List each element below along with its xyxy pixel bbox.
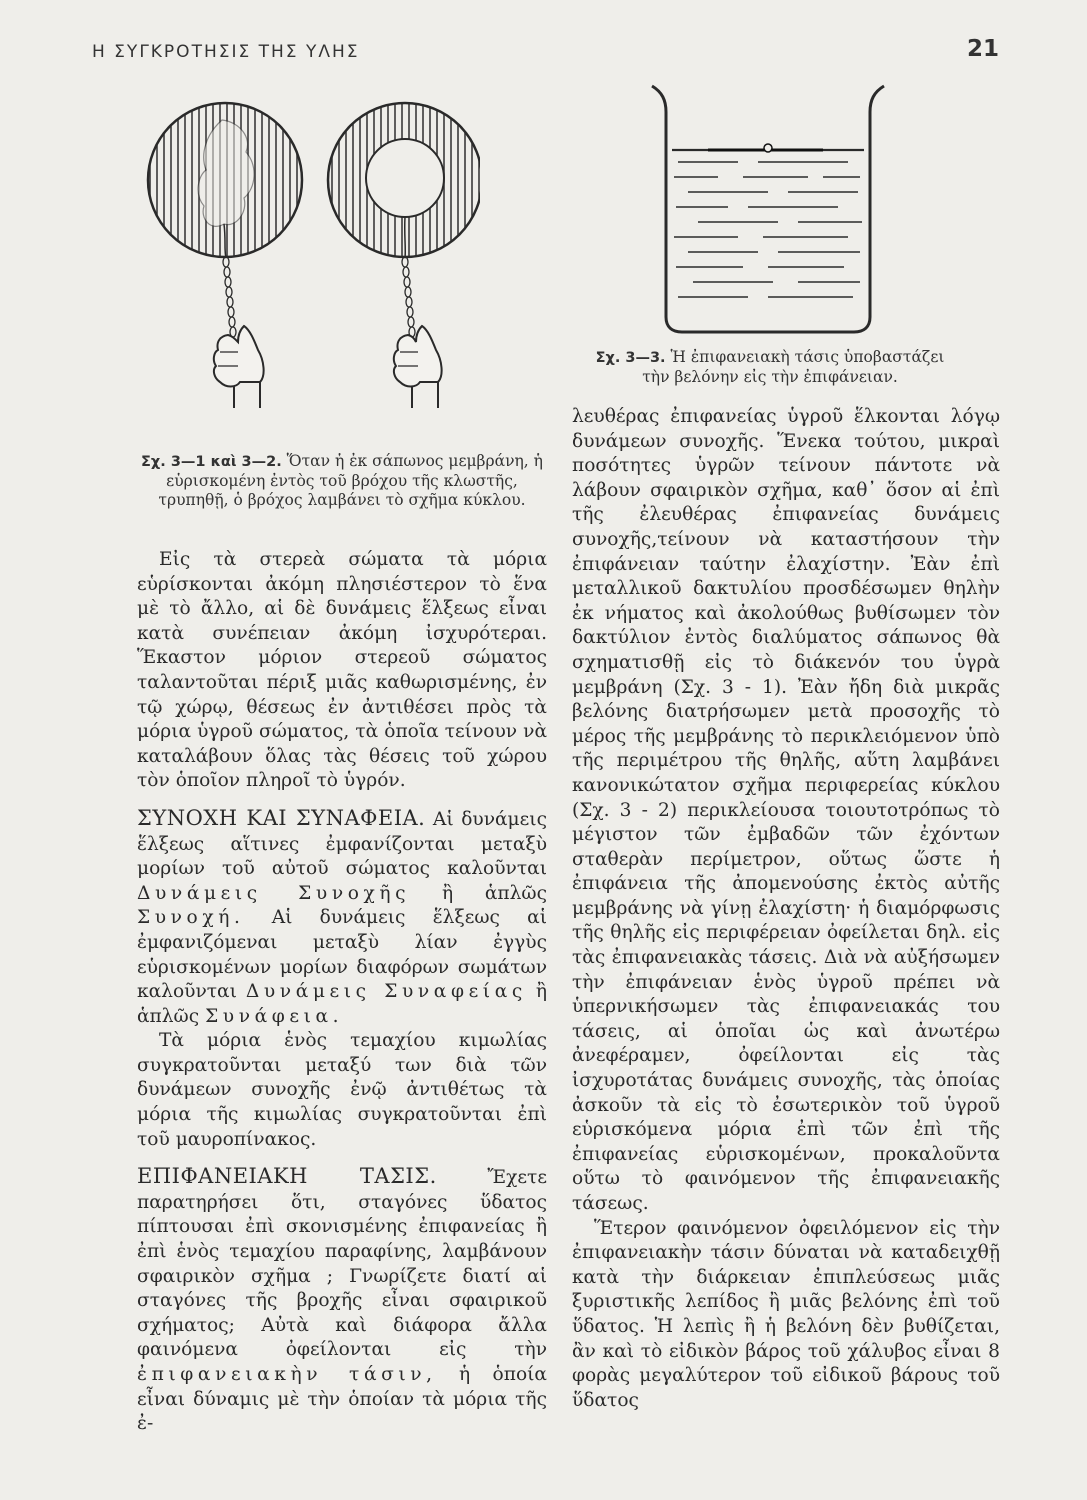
running-title: Η ΣΥΓΚΡΟΤΗΣΙΣ ΤΗΣ ΥΛΗΣ [92,42,360,62]
hand-right-icon [394,326,442,408]
term: Δυνάμεις Συνοχῆς [137,882,411,904]
paragraph-solids: Εἰς τὰ στερεὰ σώματα τὰ μόρια εὑρίσκονται ἀκόμη πλησιέστερον τὸ ἕνα μὲ τὸ ἄλλο, αἱ δὲ δυνάμεις ἕλξεως εἶναι κατὰ συνέπειαν ἀκόμη ἰσχυρότεραι. Ἕκαστον μόριον στερεοῦ σώματος ταλαντοῦται πέριξ μιᾶς καθωρισμένης, ἐν τῷ χώρῳ, θέσεως ἐν ἀντιθέσει πρὸς τὰ μόρια ὑγροῦ σώματος, τὰ ὁποῖα τείνουν νὰ καταλάβουν ὅλας τὰς θέσεις τοῦ χώρου τὸν ὁποῖον πληροῖ τὸ ὑγρόν. [137,549,547,792]
paragraph-surface-tension: ΕΠΙΦΑΝΕΙΑΚΗ ΤΑΣΙΣ. Ἔχετε παρατηρήσει ὅτι, σταγόνες ὕδατος πίπτουσαι ἐπὶ σκονισμένης ἐπιφανείας ἢ ἐπὶ ἑνὸς τεμαχίου παραφίνης, λαμβάνουν σφαιρικὸν σχῆμα ; Γνωρίζετε διατί αἱ σταγόνες τῆς βροχῆς εἶναι σφαιρικοῦ σχήματος; Αὐτὰ καὶ διάφορα ἄλλα φαινόμενα ὀφείλονται εἰς τὴν ἐπιφανειακὴν τάσιν, ἡ ὁποία εἶναι δύναμις μὲ τὴν ὁποίαν τὰ μόρια τῆς ἐ- [137,1164,547,1435]
caption-label: Σχ. 3—1 καὶ 3—2. [141,454,282,470]
term: Δυνάμεις Συναφείας [245,981,527,1003]
beaker [652,86,884,332]
caption-text: Ὅταν ἡ ἐκ σάπωνος μεμβράνη, ἡ εὑρισκομένη ἐντὸς τοῦ βρόχου τῆς κλωστῆς, τρυπηθῇ, ὁ βρόχος λαμβάνει τὸ σχῆμα κύκλου. [158,452,543,509]
right-column [572,405,1000,1413]
beaker-needle-figure [648,82,888,347]
caption-text: Ἡ ἐπιφανειακὴ τάσις ὑποβαστάζει τὴν βελόνην εἰς τὴν ἐπιφάνειαν. [642,348,945,386]
page-number: 21 [966,36,999,62]
ring-intact-film [148,103,302,258]
term: Συνάφεια. [205,1005,344,1027]
soap-film-rings-figure [140,90,480,420]
paragraph-cohesion: ΣΥΝΟΧΗ ΚΑΙ ΣΥΝΑΦΕΙΑ. Αἱ δυνάμεις ἕλξεως αἵτινες ἐμφανίζονται μεταξὺ μορίων τοῦ αὐτοῦ σώματος καλοῦνται Δυνάμεις Συνοχῆς ἢ ἁπλῶς Συνοχή. Αἱ δυνάμεις ἕλξεως αἱ ἐμφανιζόμεναι μεταξὺ λίαν ἐγγὺς εὑρισκομένων μορίων διαφόρων σωμάτων καλοῦνται Δυνάμεις Συναφείας ἢ ἁπλῶς Συνάφεια. [137,805,547,1027]
figure-3-1-2-caption [137,452,547,510]
section-heading-cohesion: ΣΥΝΟΧΗ ΚΑΙ ΣΥΝΑΦΕΙΑ. [137,805,426,830]
left-column [137,548,547,1437]
term: Συνοχή. [137,907,245,929]
needle-icon [708,144,823,152]
caption-label: Σχ. 3—3. [595,350,666,366]
ring-pierced-film [328,103,480,258]
paragraph-chalk: Τὰ μόρια ἑνὸς τεμαχίου κιμωλίας συγκρατοῦνται μεταξύ των διὰ τῶν δυνάμεων συνοχῆς ἐνῷ ἀντιθέτως τὰ μόρια τῆς κιμωλίας συγκρατοῦνται ἐπὶ τοῦ μαυροπίνακος. [137,1030,547,1150]
hand-left-icon [214,326,264,408]
water-lines [672,150,864,297]
figure-3-3-caption [580,348,960,387]
section-heading-surface-tension: ΕΠΙΦΑΝΕΙΑΚΗ ΤΑΣΙΣ. [137,1164,437,1189]
term: ἐπιφανειακὴν τάσιν, [137,1364,437,1385]
paragraph-continuation: λευθέρας ἐπιφανείας ὑγροῦ ἕλκονται λόγῳ δυνάμεων συνοχῆς. Ἕνεκα τούτου, μικραὶ ποσότητες ὑγρῶν τείνουν πάντοτε νὰ λάβουν σφαιρικὸν σχῆμα, καθ᾽ ὅσον αἱ ἐπὶ τῆς ἐλευθέρας ἐπιφανείας δυνάμεις συνοχῆς,τείνουν νὰ καταστήσουν τὴν ἐπιφάνειαν ταύτην ἐλαχίστην. Ἐὰν ἐπὶ μεταλλικοῦ δακτυλίου προσδέσωμεν θηλὴν ἐκ νήματος καὶ ἀκολούθως βυθίσωμεν τὸν δακτύλιον ἐντὸς διαλύματος σάπωνος θὰ σχηματισθῇ εἰς τὸ διάκενόν του ὑγρὰ μεμβράνη (Σχ. 3 - 1). Ἐὰν ἤδη διὰ μικρᾶς βελόνης διατρήσωμεν μετὰ προσοχῆς τὸ μέρος τῆς μεμβράνης τὸ περικλειόμενον ὑπὸ τῆς περιμέτρου τῆς θηλῆς, αὕτη λαμβάνει κανονικώτατον σχῆμα περιφερείας κύκλου (Σχ. 3 - 2) περικλείουσα τοιουτοτρόπως τὸ μέγιστον τῶν ἐμβαδῶν τῶν ἐχόντων σταθερὰν περίμετρον, οὕτως ὥστε ἡ ἐπιφάνεια τῆς ἀπομενούσης ἐκτὸς αὐτῆς μεμβράνης νὰ γίνῃ ἐλαχίστη· ἡ διαμόρφωσις τῆς θηλῆς εἰς περιφέρειαν ὀφείλεται δηλ. εἰς τὰς ἐπιφανειακὰς τάσεις. Διὰ νὰ αὐξήσωμεν τὴν ἐπιφάνειαν ἑνὸς ὑγροῦ πρέπει νὰ ὑπερνικήσωμεν τὰς ἐπιφανειακάς του τάσεις, αἱ ὁποῖαι ὡς καὶ ἀνωτέρω ἀνεφέραμεν, ὀφείλονται εἰς τὰς ἰσχυροτάτας δυνάμεις συνοχῆς, τὰς ὁποίας ἀσκοῦν τὰ εἰς τὸ ἐσωτερικὸν τοῦ ὑγροῦ εὑρισκόμενα μόρια ἐπὶ τῶν ἐπὶ τῆς ἐπιφανείας εὑρισκομένων, προκαλοῦντα οὕτω τὸ φαινόμενον τῆς ἐπιφανειακῆς τάσεως. [572,406,1000,1214]
paragraph-floating-needle: Ἕτερον φαινόμενον ὀφειλόμενον εἰς τὴν ἐπιφανειακὴν τάσιν δύναται νὰ καταδειχθῇ κατὰ τὴν διάρκειαν ἐπιπλεύσεως μιᾶς ξυριστικῆς λεπίδος ἢ μιᾶς βελόνης ἐπὶ τοῦ ὕδατος. Ἡ λεπὶς ἢ ἡ βελόνη δὲν βυθίζεται, ἂν καὶ τὸ εἰδικὸν βάρος τοῦ χάλυβος εἶναι 8 φορὰς μεγαλύτερον τοῦ εἰδικοῦ βάρους τοῦ ὕδατος [572,1217,1000,1411]
